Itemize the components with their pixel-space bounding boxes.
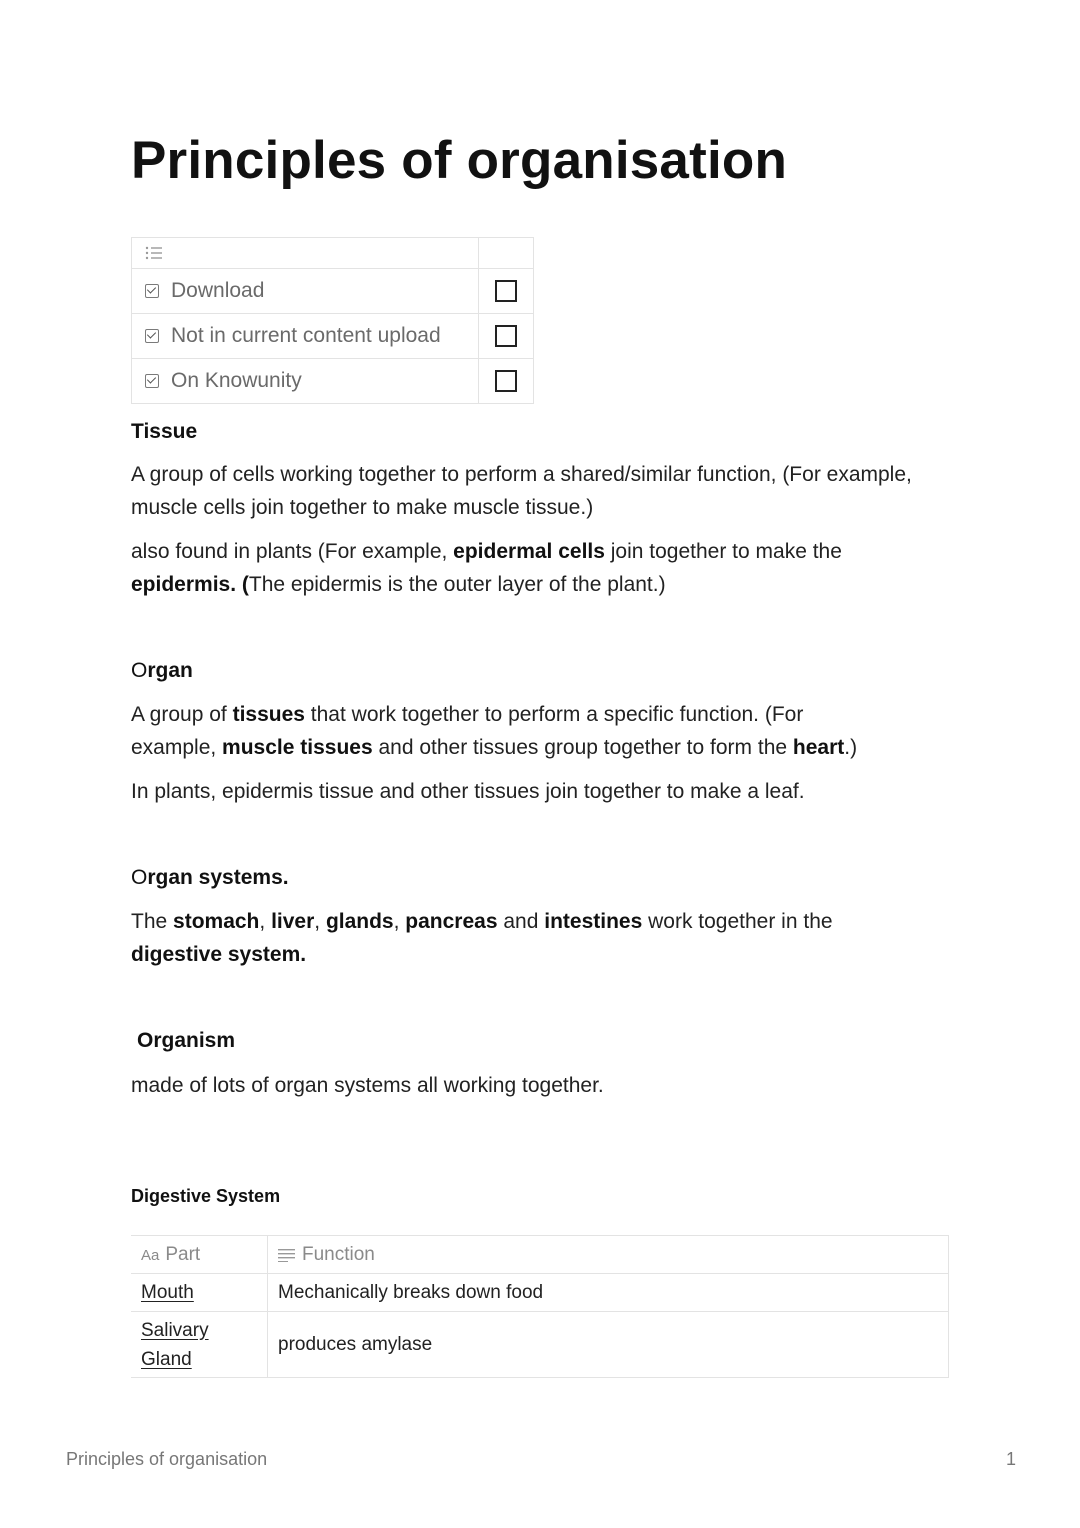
property-label: Not in current content upload xyxy=(171,324,441,347)
property-row xyxy=(132,359,534,404)
function-cell: produces amylase xyxy=(268,1312,949,1378)
organism-heading: Organism xyxy=(137,1029,236,1052)
part-column-header[interactable]: Aa Part xyxy=(131,1236,268,1274)
table-row xyxy=(131,1312,949,1378)
checkbox-property-icon xyxy=(145,374,159,388)
table-header-row xyxy=(131,1236,949,1274)
property-label: On Knowunity xyxy=(171,369,302,392)
tissue-heading: Tissue xyxy=(131,420,198,443)
properties-header xyxy=(132,238,479,269)
checkbox-property-icon xyxy=(145,284,159,298)
property-row xyxy=(132,314,534,359)
function-column-header[interactable]: Function xyxy=(268,1236,949,1274)
checkbox-property-icon xyxy=(145,329,159,343)
digestive-table xyxy=(131,1235,949,1378)
footer-title: Principles of organisation xyxy=(66,1449,268,1469)
digestive-system-heading: Digestive System xyxy=(131,1186,281,1206)
organ-systems-heading: Organ systems. xyxy=(131,866,289,889)
salivary-gland-link[interactable]: Salivary Gland xyxy=(141,1319,209,1370)
table-row xyxy=(131,1274,949,1312)
property-label: Download xyxy=(171,279,265,302)
function-cell: Mechanically breaks down food xyxy=(268,1274,949,1312)
download-checkbox[interactable] xyxy=(495,280,517,302)
list-icon xyxy=(145,246,163,260)
organ-heading: Organ xyxy=(131,659,193,682)
page-number: 1 xyxy=(1005,1449,1016,1469)
mouth-link[interactable]: Mouth xyxy=(141,1282,194,1303)
on-knowunity-checkbox[interactable] xyxy=(495,370,517,392)
organ-paragraph-2: In plants, epidermis tissue and other tissues join together to make a leaf. xyxy=(131,780,805,803)
organism-paragraph: made of lots of organ systems all working together. xyxy=(131,1074,604,1097)
organ-systems-paragraph: The stomach, liver, glands, pancreas and intestines work together in the digestive system. xyxy=(131,910,833,966)
title-property-icon: Aa xyxy=(141,1246,160,1264)
properties-table xyxy=(131,237,534,404)
property-row xyxy=(132,269,534,314)
tissue-paragraph-1: A group of cells working together to perform a shared/similar function, (For example, muscle cells join together to make muscle tissue.) xyxy=(131,463,912,519)
page-title: Principles of organisation xyxy=(131,131,788,190)
organ-paragraph-1: A group of tissues that work together to perform a specific function. (For example, muscle tissues and other tissues group together to form the heart.) xyxy=(131,703,858,759)
text-lines-icon xyxy=(278,1248,295,1262)
tissue-paragraph-2: also found in plants (For example, epidermal cells join together to make the epidermis. (The epidermis is the outer layer of the plant.) xyxy=(131,540,842,596)
not-in-upload-checkbox[interactable] xyxy=(495,325,517,347)
